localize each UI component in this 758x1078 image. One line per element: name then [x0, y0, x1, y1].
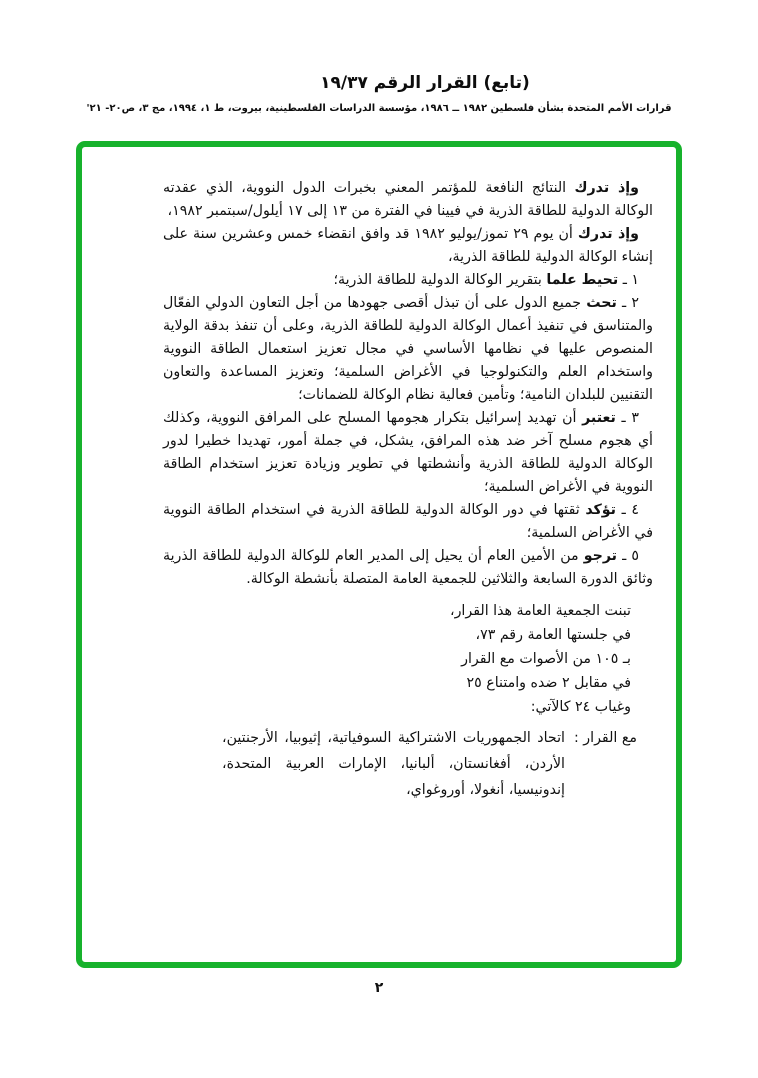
operative-item-5	[163, 545, 653, 591]
item-lead: تحث	[586, 295, 617, 311]
vote-line: وغياب ٢٤ كالآتي:	[530, 699, 631, 715]
votes-in-favour-label: مع القرار :	[573, 730, 637, 746]
preamble-text: النتائج النافعة للمؤتمر المعني بخبرات الدول النووية، الذي عقدته الوكالة الدولية للطاقة الذرية في فيينا في الفترة من ١٣ إلى ١٧ أيلول/سبتمبر ١٩٨٢،	[163, 180, 653, 219]
item-number: ٥ ـ	[622, 548, 639, 564]
vote-line: بـ ١٠٥ من الأصوات مع القرار	[461, 651, 631, 667]
item-number: ٢ ـ	[622, 295, 639, 311]
item-number: ٤ ـ	[621, 502, 639, 518]
votes-in-favour-countries: اتحاد الجمهوريات الاشتراكية السوفياتية، إثيوبيا، الأرجنتين، الأردن، أفغانستان، ألبانيا، الإمارات العربية المتحدة، إندونيسيا، أنغولا، أوروغواي،	[222, 730, 565, 798]
vote-line: في مقابل ٢ ضده وامتناع ٢٥	[466, 675, 631, 691]
source-citation: قرارات الأمم المتحدة بشأن فلسطين ١٩٨٢ ــ ١٩٨٦، مؤسسة الدراسات الفلسطينية، بيروت، ط ١، ١٩٩٤، مج ٣، ص٢٠- ٢١'	[86, 103, 672, 114]
item-text: بتقرير الوكالة الدولية للطاقة الذرية؛	[333, 272, 542, 288]
resolution-body	[163, 177, 653, 803]
item-text: أن تهديد إسرائيل بتكرار هجومها المسلح على المرافق النووية، وكذلك أي هجوم مسلح آخر ضد هذه المرافق، يشكل، في جملة أمور، تهديدا خطيرا لدور الوكالة الدولية للطاقة الذرية وأنشطتها في تطوير وزيادة تعزيز استخدام الطاقة النووية في الأغراض السلمية؛	[163, 410, 653, 495]
operative-item-3	[163, 407, 653, 499]
page-number: ٢	[374, 980, 384, 996]
vote-line: في جلستها العامة رقم ٧٣،	[475, 627, 631, 643]
operative-item-1	[163, 269, 653, 292]
votes-in-favour	[163, 725, 653, 803]
item-number: ٣ ـ	[621, 410, 639, 426]
item-text: من الأمين العام أن يحيل إلى المدير العام للوكالة الدولية للطاقة الذرية وثائق الدورة السابعة والثلاثين للجمعية العامة المتصلة بأنشطة الوكالة.	[163, 548, 653, 587]
vote-summary	[163, 599, 653, 719]
preamble-paragraph	[163, 177, 653, 223]
item-lead: تعتبر	[582, 410, 616, 426]
item-lead: ترجو	[583, 548, 617, 564]
item-text: ثقتها في دور الوكالة الدولية للطاقة الذرية في استخدام الطاقة النووية في الأغراض السلمية؛	[163, 502, 653, 541]
item-number: ١ ـ	[622, 272, 639, 288]
item-text: جميع الدول على أن تبذل أقصى جهودها من أجل التعاون الدولي الفعّال والمتناسق في تنفيذ أعمال الوكالة الدولية للطاقة الذرية، وعلى أن تنفذ بدقة الولاية المنصوص عليها في نظامها الأساسي في مجال تعزيز استعمال الطاقة النووية واستخدام العلم والتكنولوجيا في الأغراض السلمية؛ وتعزيز المساعدة والتعاون التقنيين للبلدان النامية؛ وتأمين فعالية نظام الوكالة للضمانات؛	[163, 295, 653, 403]
resolution-title: (تابع) القرار الرقم ١٩/٣٧	[320, 73, 530, 93]
preamble-paragraph	[163, 223, 653, 269]
item-lead: تحيط علما	[546, 272, 619, 288]
preamble-lead: وإذ تدرك	[574, 180, 639, 196]
operative-item-4	[163, 499, 653, 545]
vote-line: تبنت الجمعية العامة هذا القرار،	[450, 603, 631, 619]
item-lead: تؤكد	[585, 502, 616, 518]
operative-item-2	[163, 292, 653, 407]
preamble-lead: وإذ تدرك	[577, 226, 639, 242]
preamble-text: أن يوم ٢٩ تموز/يوليو ١٩٨٢ قد وافق انقضاء خمس وعشرين سنة على إنشاء الوكالة الدولية للطاقة الذرية،	[163, 226, 653, 265]
